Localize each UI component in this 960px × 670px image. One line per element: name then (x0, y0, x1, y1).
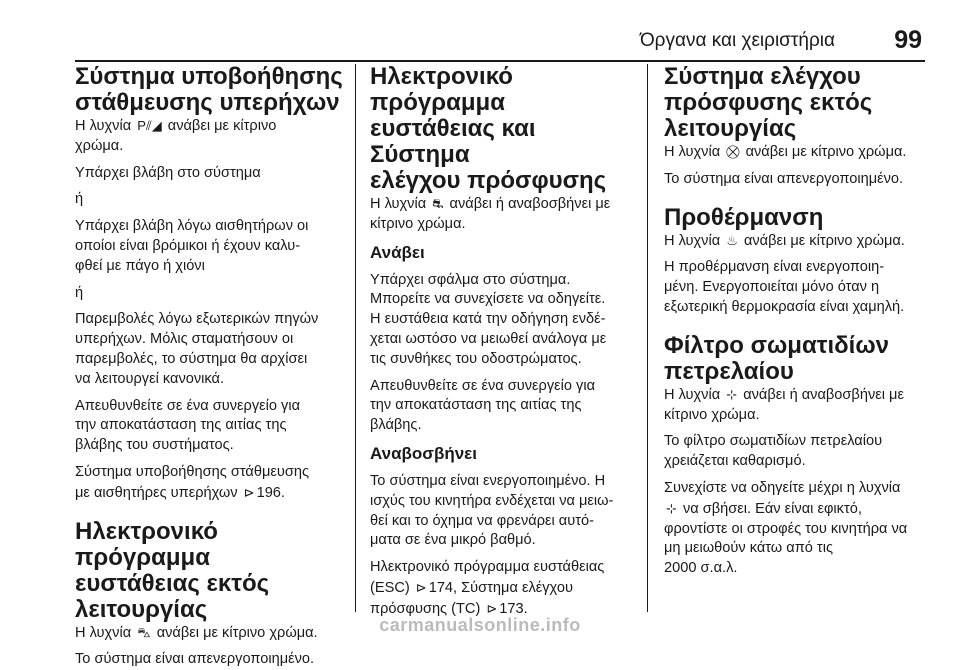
heading-preheating: Προθέρμανση (664, 203, 824, 231)
page-header (75, 26, 925, 62)
tc-off-icon: ⛒ (726, 144, 740, 159)
paragraph: Το σύστημα είναι ενεργοποιημένο. Η ισχύς του κινητήρα ενδέχεται να μειω- θεί και το όχημα να φρενάρει αυτό- ματα σε ένα μικρό βαθμό. (370, 472, 614, 549)
paragraph: ή (75, 191, 84, 208)
paragraph: Υπάρχει βλάβη λόγω αισθητήρων οι οποίοι είναι βρόμικοι ή έχουν καλυ- φθεί με πάγο ή χιόνι (75, 218, 309, 274)
esc-off-icon: ⛍ (137, 624, 151, 640)
page-number: 99 (894, 26, 922, 54)
paragraph: Υπάρχει σφάλμα στο σύστημα. Μπορείτε να συνεχίσετε να οδηγείτε. Η ευστάθεια κατά την οδήγηση ενδέ- χεται ωστόσο να μειωθεί ανάλογα με τις συνθήκες του οδοστρώματος. (370, 271, 607, 367)
heading-esc-off: Ηλεκτρονικό πρόγραμμα ευστάθειας εκτός λειτουργίας (75, 517, 270, 623)
column-3 (664, 64, 932, 612)
paragraph: Ηλεκτρονικό πρόγραμμα ευστάθειας (ESC) ⊳ 174, Σύστημα ελέγχου πρόσφυσης (TC) ⊳ 173. (370, 559, 605, 617)
paragraph: Απευθυνθείτε σε ένα συνεργείο για την αποκατάσταση της αιτίας της βλάβης του συστήματος. (75, 397, 301, 454)
dpf-icon: ⊹ (666, 500, 677, 516)
reference-arrow-icon: ⊳ (415, 579, 427, 595)
paragraph: Η προθέρμανση είναι ενεργοποιη- μένη. Ενεργοποιείται μόνο όταν η εξωτερική θερμοκρασία είναι χαμηλή. (664, 259, 905, 315)
paragraph: Η λυχνία ⛒ ανάβει με κίτρινο χρώμα. (664, 144, 907, 160)
paragraph: Η λυχνία ♨ ανάβει με κίτρινο χρώμα. (664, 232, 905, 249)
paragraph: Η λυχνία ⛍ ανάβει με κίτρινο χρώμα. (75, 624, 318, 641)
paragraph: Η λυχνία ⊹ ανάβει ή αναβοσβήνει με κίτρινο χρώμα. (664, 386, 904, 423)
column-divider (355, 64, 356, 612)
paragraph: Παρεμβολές λόγω εξωτερικών πηγών υπερήχων. Μόλις σταματήσουν οι παρεμβολές, το σύστημα θα αρχίσει να λειτουργεί κανονικά. (75, 311, 319, 387)
page-reference[interactable]: 196. (256, 484, 285, 501)
heading-parking-assist: Σύστημα υποβοήθησης στάθμευσης υπερήχων (75, 63, 343, 116)
paragraph: ή (75, 284, 84, 301)
page-reference[interactable]: 174, Σύστημα ελέγχου (428, 579, 573, 596)
preheat-coil-icon: ♨ (726, 232, 738, 248)
column-1 (75, 63, 345, 668)
subheading-flashes: Αναβοσβήνει (370, 443, 477, 463)
paragraph: Υπάρχει βλάβη στο σύστημα (75, 164, 261, 181)
column-2 (370, 63, 638, 617)
paragraph: Απευθυνθείτε σε ένα συνεργείο για την αποκατάσταση της αιτίας της βλάβης. (370, 377, 596, 434)
paragraph: Το φίλτρο σωματιδίων πετρελαίου χρειάζεται καθαρισμό. (664, 433, 883, 470)
watermark: carmanualsonline.info (379, 615, 581, 635)
header-rule (75, 60, 925, 62)
esc-icon: ⛐ (432, 196, 444, 211)
parking-warning-icon: P⫽◢ (137, 118, 162, 133)
reference-arrow-icon: ⊳ (243, 484, 255, 500)
paragraph: Η λυχνία P⫽◢ ανάβει με κίτρινο χρώμα. (75, 118, 277, 154)
column-divider (647, 64, 648, 612)
heading-esc-tc: Ηλεκτρονικό πρόγραμμα ευστάθειας και Σύστημα ελέγχου πρόσφυσης (370, 63, 607, 194)
paragraph: Το σύστημα είναι απενεργοποιημένο. (664, 170, 904, 187)
heading-diesel-particulate-filter: Φίλτρο σωματιδίων πετρελαίου (664, 331, 889, 385)
paragraph: Συνεχίστε να οδηγείτε μέχρι η λυχνία ⊹ να σβήσει. Εάν είναι εφικτό, φροντίστε οι στροφές του κινητήρα να μη μειωθούν κάτω από τις 2000 σ.α.λ. (664, 479, 908, 577)
heading-tc-off: Σύστημα ελέγχου πρόσφυσης εκτός λειτουργίας (664, 63, 873, 142)
paragraph: Η λυχνία ⛐ ανάβει ή αναβοσβήνει με κίτρινο χρώμα. (370, 196, 611, 232)
paragraph: Το σύστημα είναι απενεργοποιημένο. (75, 651, 315, 668)
page-reference[interactable]: 173. (499, 600, 528, 617)
reference-arrow-icon: ⊳ (486, 600, 498, 616)
paragraph: Σύστημα υποβοήθησης στάθμευσης με αισθητήρες υπερήχων ⊳ 196. (75, 463, 309, 501)
subheading-lights: Ανάβει (370, 242, 425, 262)
section-title: Όργανα και χειριστήρια (639, 30, 835, 51)
dpf-icon: ⊹ (726, 386, 738, 402)
